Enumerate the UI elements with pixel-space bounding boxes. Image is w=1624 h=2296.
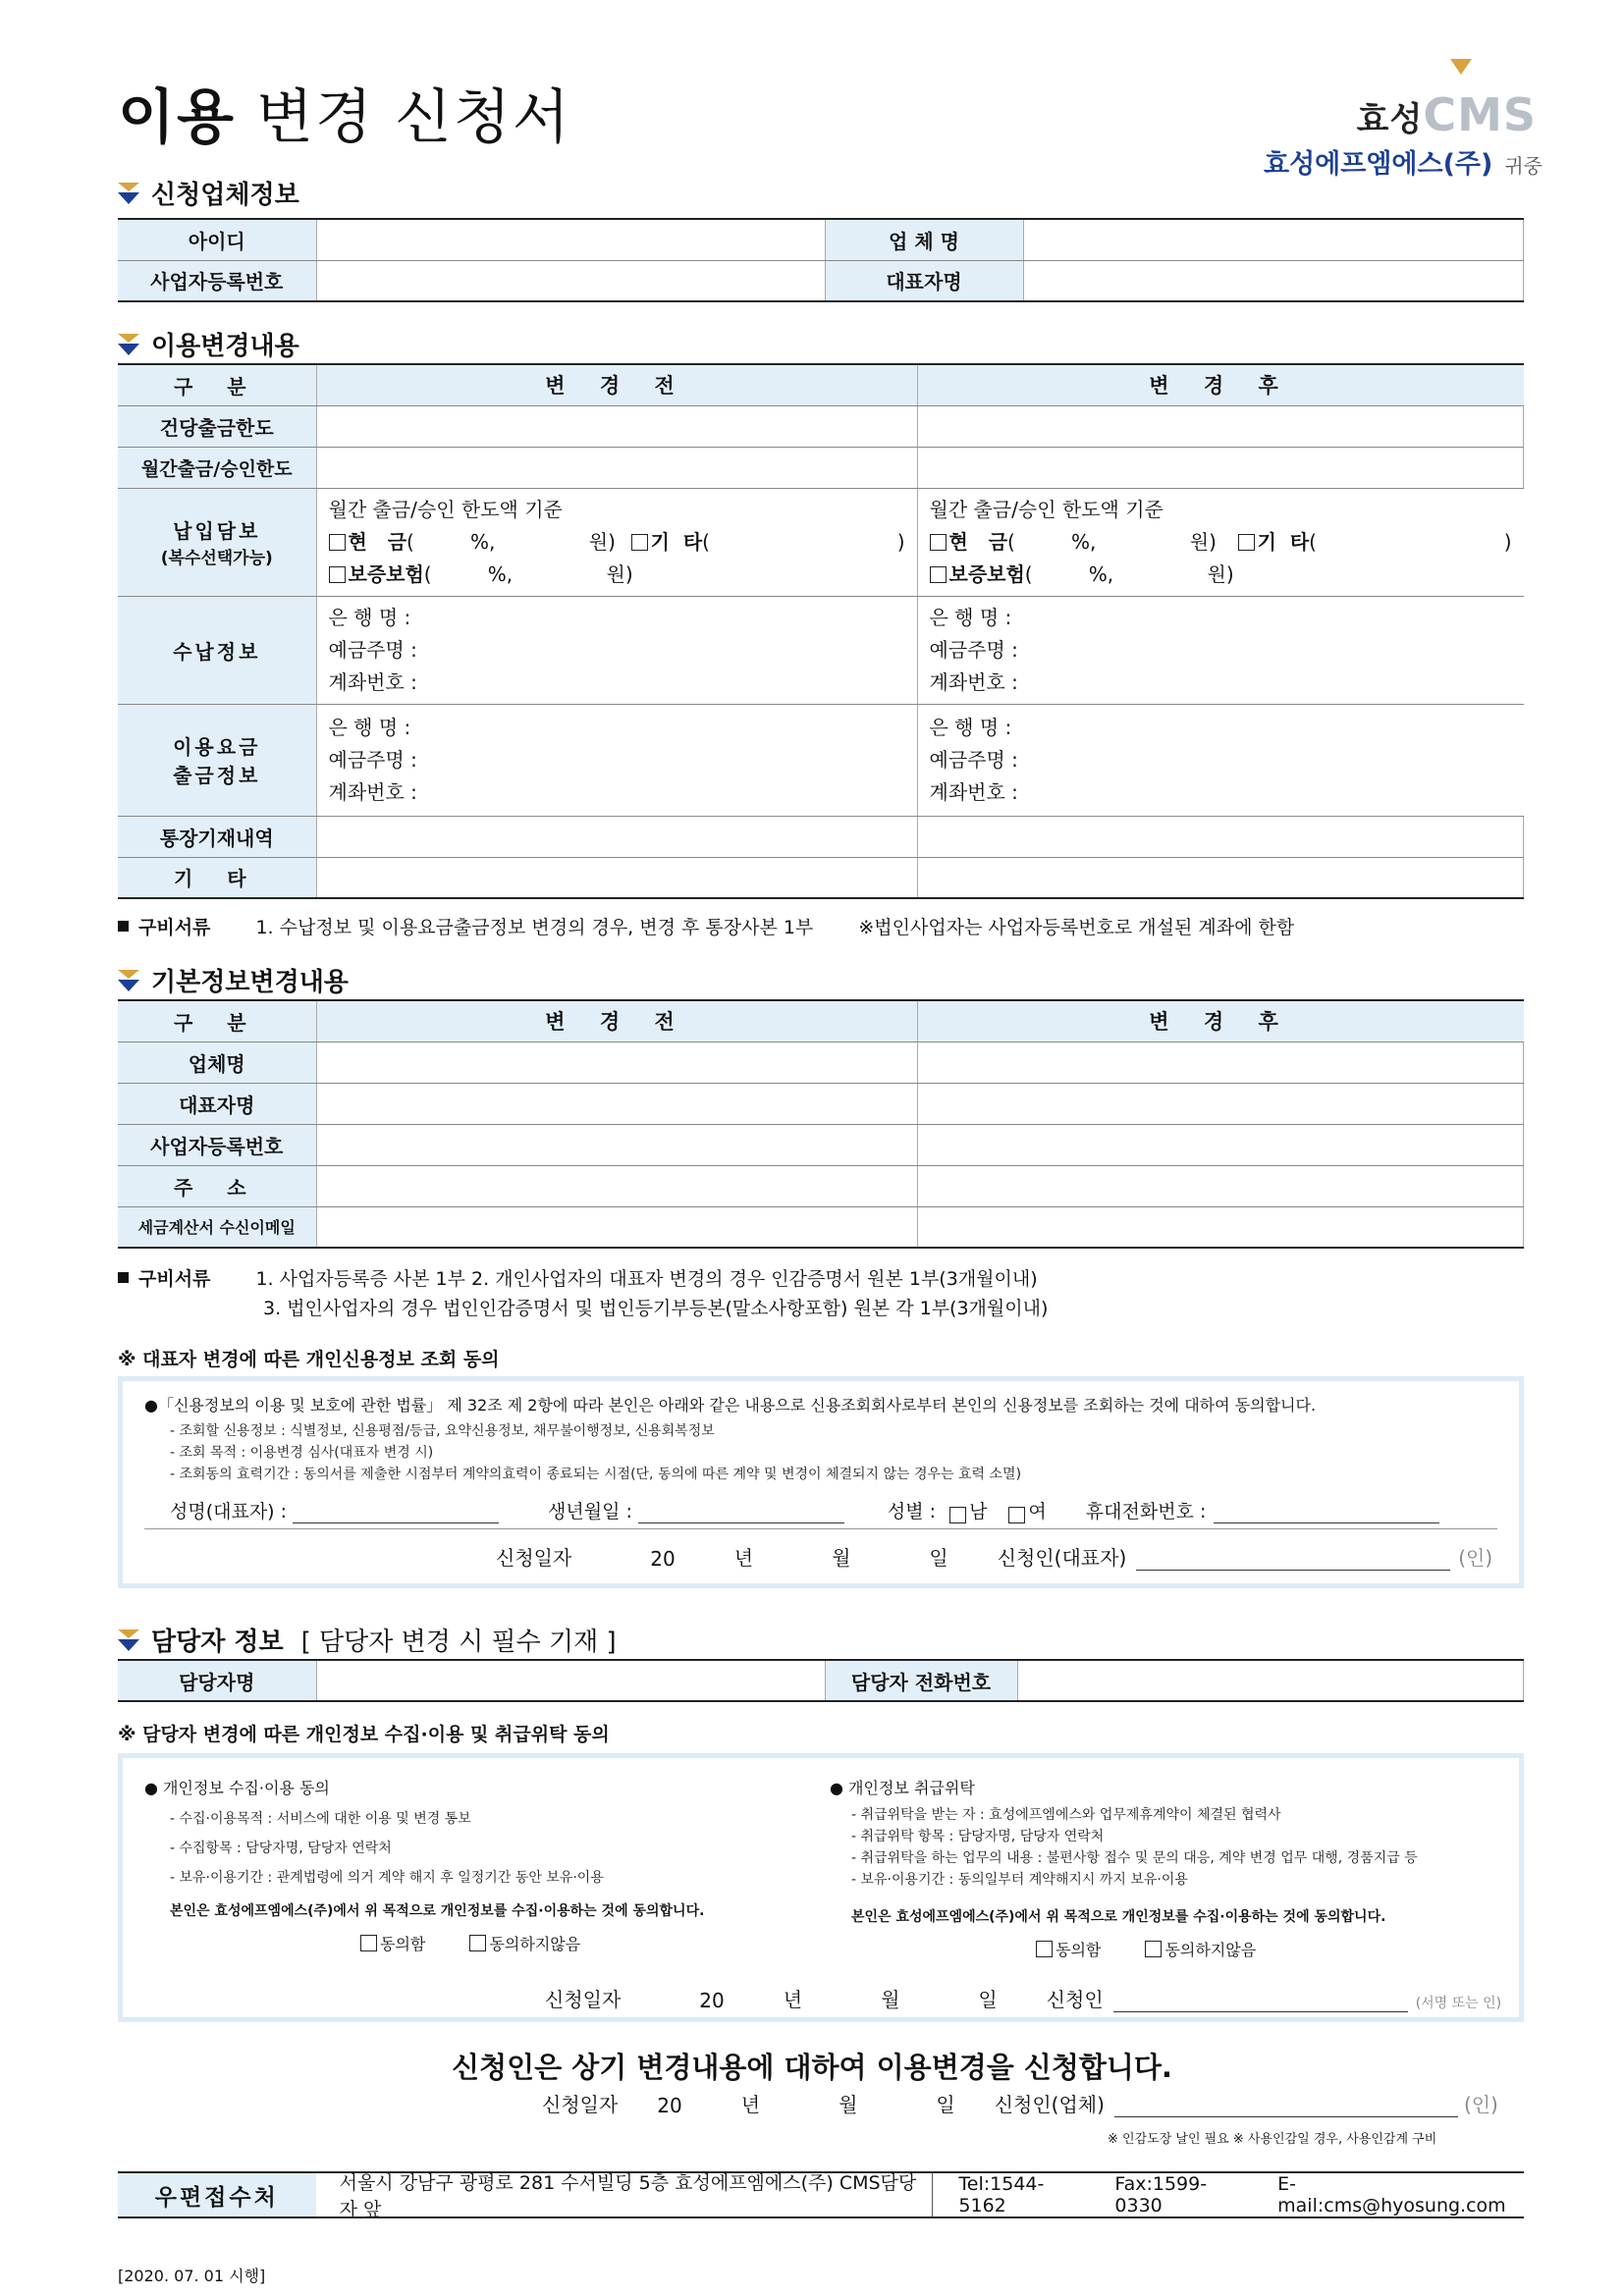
fee-after[interactable]: 은 행 명 : 예금주명 : 계좌번호 :: [917, 704, 1524, 816]
logo-small-text: 효성: [1356, 100, 1424, 139]
input-email-before[interactable]: [316, 1206, 917, 1248]
col-kind: 구 분: [118, 1000, 316, 1041]
input-passbook-after[interactable]: [917, 816, 1524, 857]
collateral-after: 월간 출금/승인 한도액 기준 현 금( %, 원) 기 타( ) 보증보험( %, 원): [917, 488, 1524, 596]
input-biz-after[interactable]: [917, 1124, 1524, 1165]
row-etc: 기 타: [118, 857, 316, 898]
row-collect: 수납정보: [118, 596, 316, 704]
checkbox-cash-before[interactable]: [329, 534, 346, 551]
square-bullet-icon: [118, 921, 129, 932]
input-passbook-before[interactable]: [316, 816, 917, 857]
input-company-name[interactable]: [1023, 219, 1524, 260]
privacy-signature-line[interactable]: [1113, 2011, 1408, 2012]
input-email-after[interactable]: [917, 1206, 1524, 1248]
input-manager-phone[interactable]: [1017, 1660, 1524, 1701]
section-usage: 이용변경내용: [118, 326, 299, 362]
checkbox-collect-agree[interactable]: [360, 1935, 377, 1951]
post-address: 서울시 강남구 광평로 281 수서빌딩 5층 효성에프엠에스(주) CMS담당자 앞: [316, 2173, 934, 2216]
credit-signature-line[interactable]: [1136, 1570, 1450, 1571]
input-ceo-after[interactable]: [917, 1083, 1524, 1124]
usage-docs-note: 구비서류 1. 수납정보 및 이용요금출금정보 변경의 경우, 변경 후 통장사본 1부 ※법인사업자는 사업자등록번호로 개설된 계좌에 한함: [118, 913, 1294, 939]
label-manager-name: 담당자명: [118, 1660, 316, 1701]
company-logo: [1264, 59, 1543, 180]
checkbox-female[interactable]: [1008, 1507, 1025, 1523]
label-id: 아이디: [118, 219, 316, 260]
input-mobile[interactable]: [1214, 1522, 1439, 1523]
input-etc-after[interactable]: [917, 857, 1524, 898]
input-etc-before[interactable]: [316, 857, 917, 898]
input-manager-name[interactable]: [316, 1660, 825, 1701]
input-company-after[interactable]: [917, 1041, 1524, 1083]
final-date-row: 신청일자 20 년 월 일 신청인(업체) (인): [542, 2093, 1498, 2117]
section-applicant: 신청업체정보: [118, 175, 299, 211]
section-arrow-icon: [118, 183, 139, 204]
checkbox-etc-after[interactable]: [1238, 534, 1255, 551]
label-company-name: 업 체 명: [825, 219, 1023, 260]
checkbox-bond-before[interactable]: [329, 566, 346, 583]
privacy-consent-title: ※ 담당자 변경에 따른 개인정보 수집·이용 및 취급위탁 동의: [118, 1724, 610, 1745]
input-per-limit-before[interactable]: [316, 405, 917, 447]
basic-docs-note-2: 3. 법인사업자의 경우 법인인감증명서 및 법인등기부등본(말소사항포함) 원본 각 1부(3개월이내): [263, 1298, 1049, 1319]
input-month-limit-after[interactable]: [917, 447, 1524, 488]
input-id[interactable]: [316, 219, 825, 260]
logo-cms-text: CMS: [1423, 88, 1537, 141]
fax: Fax:1599-0330: [1114, 2173, 1208, 2216]
usage-table: [118, 363, 1524, 899]
section-basic: 기본정보변경내용: [118, 962, 349, 998]
input-biz-before[interactable]: [316, 1124, 917, 1165]
label-ceo: 대표자명: [825, 260, 1023, 301]
collateral-before: 월간 출금/승인 한도액 기준 현 금( %, 원) 기 타( ) 보증보험( %, 원): [316, 488, 917, 596]
fee-before[interactable]: 은 행 명 : 예금주명 : 계좌번호 :: [316, 704, 917, 816]
row-per-limit: 건당출금한도: [118, 405, 316, 447]
logo-triangle-icon: [1450, 59, 1472, 75]
label-manager-phone: 담당자 전화번호: [825, 1660, 1017, 1701]
credit-consent-title: ※ 대표자 변경에 따른 개인신용정보 조회 동의: [118, 1349, 500, 1370]
section-manager: 담당자 정보 [ 담당자 변경 시 필수 기재 ]: [118, 1622, 617, 1658]
credit-sign-row: 성명(대표자) : 생년월일 : 성별 : 남 여 휴대전화번호 :: [170, 1497, 1439, 1523]
credit-consent-box: [118, 1376, 1524, 1588]
credit-date-row: 신청일자 20 년 월 일 신청인(대표자) (인): [496, 1546, 1493, 1571]
checkbox-collect-disagree[interactable]: [469, 1935, 486, 1951]
col-after: 변 경 후: [917, 364, 1524, 405]
input-month-limit-before[interactable]: [316, 447, 917, 488]
basic-table: [118, 999, 1524, 1249]
row-address: 주 소: [118, 1165, 316, 1206]
privacy-collect-col: ● 개인정보 수집·이용 동의 - 수집·이용목적 : 서비스에 대한 이용 및 변경 통보 - 수집항목 : 담당자명, 담당자 연락처 - 보유·이용기간 : 관계법령에 의거 계약 해지 후 일정기간 동안 보유·이용 본인은 효성에프엠에스(주)에서 위 목적으로 개인정보를 수집·이용하는 것에 동의합니다. 동의함 동의하지않음: [144, 1779, 705, 1953]
tel: Tel:1544-5162: [958, 2173, 1045, 2216]
privacy-entrust-col: ● 개인정보 취급위탁 - 취급위탁을 받는 자 : 효성에프엠에스와 업무제휴계약이 체결된 협력사 - 취급위탁 항목 : 담당자명, 담당자 연락처 - 취급위탁을 하는 업무의 내용 : 불편사항 접수 및 문의 대응, 계약 변경 업무 대행, 경품지급 등 - 보유·이용기간 : 동의일부터 계약해지시 까지 보유·이용 본인은 효성에프엠에스(주)에서 위 목적으로 개인정보를 수집·이용하는 것에 동의합니다. 동의함 동의하지않음: [830, 1779, 1418, 1959]
manager-table: [118, 1659, 1524, 1702]
row-company-name: 업체명: [118, 1041, 316, 1083]
checkbox-etc-before[interactable]: [631, 534, 648, 551]
company-name: 효성에프엠에스(주): [1264, 149, 1493, 180]
privacy-consent-box: [118, 1753, 1524, 2022]
input-address-after[interactable]: [917, 1165, 1524, 1206]
effective-date: [2020. 07. 01 시행]: [118, 2267, 266, 2285]
input-birth[interactable]: [638, 1522, 844, 1523]
page-title: 이용 변경 신청서: [118, 83, 571, 152]
col-kind: 구 분: [118, 364, 316, 405]
final-signature-line[interactable]: [1114, 2116, 1458, 2117]
col-before: 변 경 전: [316, 364, 917, 405]
checkbox-cash-after[interactable]: [930, 534, 947, 551]
final-message: 신청인은 상기 변경내용에 대하여 이용변경을 신청합니다.: [452, 2051, 1172, 2084]
label-biz-no: 사업자등록번호: [118, 260, 316, 301]
checkbox-bond-after[interactable]: [930, 566, 947, 583]
input-per-limit-after[interactable]: [917, 405, 1524, 447]
input-biz-no[interactable]: [316, 260, 825, 301]
input-ceo[interactable]: [1023, 260, 1524, 301]
input-ceo-name[interactable]: [293, 1522, 499, 1523]
privacy-date-row: 신청일자 20 년 월 일 신청인 (서명 또는 인): [545, 1988, 1502, 2012]
row-biz-no: 사업자등록번호: [118, 1124, 316, 1165]
row-ceo: 대표자명: [118, 1083, 316, 1124]
section-arrow-icon: [118, 1629, 139, 1651]
post-label: 우편접수처: [118, 2173, 316, 2216]
honorific: 귀중: [1504, 154, 1543, 178]
input-company-before[interactable]: [316, 1041, 917, 1083]
applicant-table: [118, 218, 1524, 302]
col-after: 변 경 후: [917, 1000, 1524, 1041]
input-address-before[interactable]: [316, 1165, 917, 1206]
credit-consent-text: ●「신용정보의 이용 및 보호에 관한 법률」 제 32조 제 2항에 따라 본인은 아래와 같은 내용으로 신용조회회사로부터 본인의 신용정보를 조회하는 것에 대하여 동의합니다.: [144, 1396, 1317, 1415]
final-note: ※ 인감도장 날인 필요 ※ 사용인감일 경우, 사용인감계 구비: [1108, 2132, 1437, 2147]
row-passbook: 통장기재내역: [118, 816, 316, 857]
section-arrow-icon: [118, 334, 139, 355]
row-collateral: 납입담보 (복수선택가능): [118, 488, 316, 596]
collect-after[interactable]: 은 행 명 : 예금주명 : 계좌번호 :: [917, 596, 1524, 704]
row-fee: 이용요금 출금정보: [118, 704, 316, 816]
checkbox-entrust-agree[interactable]: [1036, 1941, 1053, 1957]
col-before: 변 경 전: [316, 1000, 917, 1041]
email: E-mail:cms@hyosung.com: [1277, 2173, 1506, 2216]
basic-docs-note: 구비서류 1. 사업자등록증 사본 1부 2. 개인사업자의 대표자 변경의 경우 인감증명서 원본 1부(3개월이내): [118, 1264, 1038, 1291]
section-arrow-icon: [118, 970, 139, 991]
credit-items: - 조회할 신용정보 : 식별정보, 신용평점/등급, 요약신용정보, 채무불이행정보, 신용회복정보 - 조회 목적 : 이용변경 심사(대표자 변경 시) - 조회동의 효력기간 : 동의서를 제출한 시점부터 계약의효력이 종료되는 시점(단, 동의에 따른 계약 및 변경이 체결되지 않는 경우는 효력 소멸): [170, 1423, 1022, 1482]
checkbox-entrust-disagree[interactable]: [1145, 1941, 1162, 1957]
checkbox-male[interactable]: [949, 1507, 966, 1523]
square-bullet-icon: [118, 1272, 129, 1283]
row-tax-email: 세금계산서 수신이메일: [118, 1206, 316, 1248]
collect-before[interactable]: 은 행 명 : 예금주명 : 계좌번호 :: [316, 596, 917, 704]
row-month-limit: 월간출금/승인한도: [118, 447, 316, 488]
postal-info: [118, 2171, 1524, 2218]
input-ceo-before[interactable]: [316, 1083, 917, 1124]
